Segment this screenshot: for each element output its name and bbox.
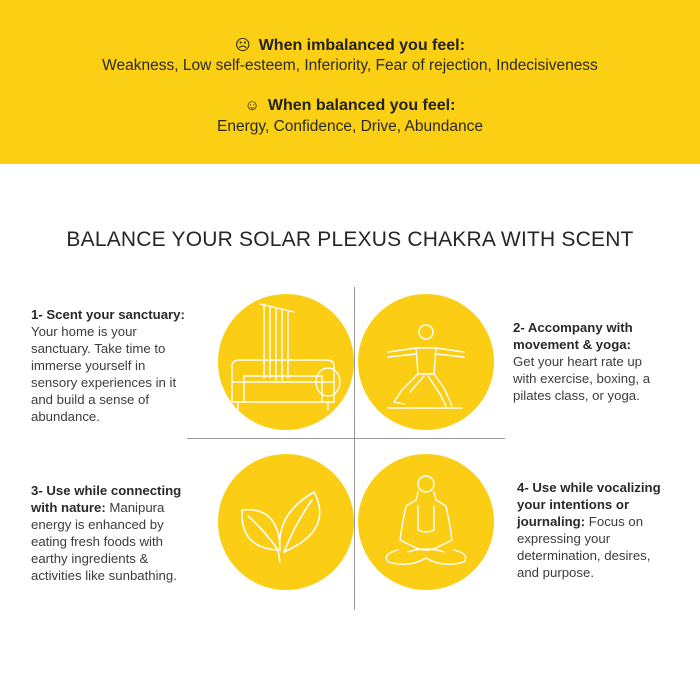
balanced-heading-row <box>0 97 700 115</box>
meditation-circle <box>358 454 494 590</box>
tip-2-line: Get your heart rate up <box>513 354 643 369</box>
tip-scent-sanctuary <box>31 306 201 425</box>
tip-3-line: eating fresh foods with <box>31 534 163 549</box>
tip-3-line: activities like sunbathing. <box>31 568 177 583</box>
tip-4-line: Focus on <box>585 514 644 529</box>
tip-1-line: sensory experiences in it <box>31 375 177 390</box>
tip-1-line: abundance. <box>31 409 100 424</box>
tip-2-line: pilates class, or yoga. <box>513 388 640 403</box>
tip-1-line: Your home is your <box>31 324 137 339</box>
tip-1-line: immerse yourself in <box>31 358 146 373</box>
leaves-circle <box>218 454 354 590</box>
imbalanced-heading: When imbalanced you feel: <box>258 37 465 54</box>
balanced-feelings: Energy, Confidence, Drive, Abundance <box>217 118 483 135</box>
tip-3-line: Manipura <box>105 500 165 515</box>
tip-4-heading: your intentions or <box>517 497 630 512</box>
frown-face-icon: ☹ <box>235 37 251 54</box>
tip-4-line: determination, desires, <box>517 548 651 563</box>
tip-2-heading: movement & yoga: <box>513 337 631 352</box>
imbalanced-heading-row <box>0 36 700 55</box>
tip-3-line: earthy ingredients & <box>31 551 149 566</box>
tip-movement-yoga <box>513 319 693 404</box>
meditation-icon <box>358 454 494 590</box>
tip-4-line: expressing your <box>517 531 611 546</box>
yoga-pose-icon <box>358 294 494 430</box>
yoga-pose-circle <box>358 294 494 430</box>
tip-4-line: and purpose. <box>517 565 594 580</box>
horizontal-divider <box>187 438 505 439</box>
tip-2-heading: 2- Accompany with <box>513 320 633 335</box>
tip-3-heading: 3- Use while connecting <box>31 483 182 498</box>
sofa-circle <box>218 294 354 430</box>
tip-1-heading: 1- Scent your sanctuary: <box>31 307 185 322</box>
smile-face-icon: ☺ <box>244 97 260 114</box>
vertical-divider <box>354 287 355 610</box>
tip-1-line: sanctuary. Take time to <box>31 341 166 356</box>
sofa-icon <box>218 294 354 430</box>
leaves-icon <box>218 454 354 590</box>
imbalanced-feelings: Weakness, Low self-esteem, Inferiority, Fear of rejection, Indecisiveness <box>102 57 598 74</box>
tip-1-line: and build a sense of <box>31 392 150 407</box>
balanced-heading: When balanced you feel: <box>267 97 456 114</box>
tip-vocalizing-intentions <box>517 479 693 581</box>
tip-4-heading: 4- Use while vocalizing <box>517 480 661 495</box>
feelings-banner <box>0 0 700 164</box>
tip-3-heading: with nature: <box>31 500 106 515</box>
tip-3-line: energy is enhanced by <box>31 517 164 532</box>
page-title: BALANCE YOUR SOLAR PLEXUS CHAKRA WITH SCENT <box>66 228 634 251</box>
tip-2-line: with exercise, boxing, a <box>513 371 651 386</box>
tip-connecting-nature <box>31 482 211 584</box>
tip-4-heading: journaling: <box>517 514 586 529</box>
